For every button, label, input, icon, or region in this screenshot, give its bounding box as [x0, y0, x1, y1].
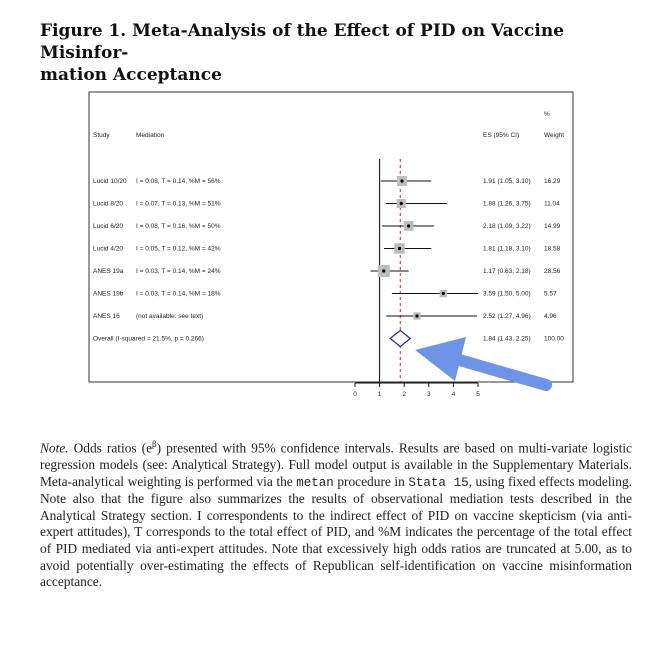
es-ci-text: 1.17 (0.63, 2.18): [483, 268, 531, 275]
es-ci-text: 2.52 (1.27, 4.96): [483, 313, 531, 320]
weight-text: 11.04: [544, 200, 560, 208]
point-estimate: [442, 292, 445, 295]
note-label: Note.: [40, 440, 69, 456]
header-weight: Weight: [544, 132, 565, 139]
study-label: ANES 16: [93, 313, 120, 320]
study-mediation: I = 0.05, T = 0.12, %M = 42%: [136, 245, 221, 253]
weight-text: 4.96: [544, 313, 557, 320]
study-row: [93, 221, 561, 231]
study-row: [93, 312, 557, 320]
figure-note: [40, 436, 632, 591]
x-tick-label: 1: [377, 391, 382, 398]
study-mediation: (not available: see text): [136, 313, 204, 320]
header-study: Study: [93, 132, 110, 139]
study-label: Lucid 8/20: [93, 200, 123, 208]
weight-text: 5.57: [544, 290, 557, 298]
note-text-1: Odds ratios (e: [73, 440, 153, 456]
x-tick-label: 2: [402, 391, 407, 398]
x-tick-label: 0: [353, 391, 357, 398]
header-pct: %: [544, 111, 550, 118]
study-label: Lucid 4/20: [93, 245, 123, 253]
note-code-metan: metan: [296, 475, 334, 490]
arrow-annotation: [415, 337, 546, 385]
study-mediation: I = 0.03, T = 0.14, %M = 18%: [136, 290, 221, 298]
point-estimate: [400, 179, 403, 182]
weight-text: 28.56: [544, 268, 561, 275]
point-estimate: [407, 224, 410, 227]
study-row: [93, 243, 561, 253]
weight-text: 14.99: [544, 223, 561, 230]
weight-text: 16.29: [544, 178, 561, 185]
note-text-4: , using fixed effects modeling. Note also that the figure also summarizes the results of observational mediation tests described in the Analytical Strategy section. I correspondents to the indirect effect of PID on vaccine skepticism (via anti-expert attitudes), T corresponds to the total effect of PID, and %M indicates the percentage of the total effect of PID mediated via anti-expert attitudes. Note that excessively high odds ratios are truncated at 5.00, as to avoid potentially over-estimating the effects of Republican self-identification on vaccine misinformation acceptance.: [40, 473, 632, 590]
point-estimate: [400, 202, 403, 205]
es-ci-text: 1.88 (1.26, 3.75): [483, 200, 531, 208]
study-rows: [93, 176, 564, 347]
header-mediation: Mediation: [136, 132, 165, 139]
study-label: Lucid 6/20: [93, 223, 123, 230]
note-text-3: procedure in: [333, 473, 409, 489]
x-tick-label: 4: [451, 391, 456, 398]
figure-title-line1: Figure 1. Meta-Analysis of the Effect of PID on Vaccine Misinfor-: [40, 21, 565, 63]
header-es: ES (95% CI): [483, 132, 520, 139]
study-label: Lucid 10/20: [93, 178, 127, 185]
overall-diamond: [390, 331, 410, 347]
weight-text: 18.58: [544, 245, 561, 253]
x-axis: [353, 383, 480, 398]
es-ci-text: 2.18 (1.09, 3.22): [483, 223, 531, 230]
study-label: ANES 19b: [93, 290, 124, 298]
study-row: [93, 199, 560, 208]
es-ci-text: 1.91 (1.05, 3.10): [483, 178, 531, 185]
point-estimate: [382, 269, 385, 272]
point-estimate: [415, 314, 418, 317]
figure-title-line2: mation Acceptance: [40, 65, 222, 85]
study-mediation: I = 0.03, T = 0.14, %M = 24%: [136, 268, 221, 275]
overall-weight-text: 100.00: [544, 335, 564, 343]
overall-es-text: 1.84 (1.43, 2.25): [483, 335, 531, 343]
overall-row: [93, 331, 564, 347]
study-mediation: I = 0.07, T = 0.13, %M = 51%: [136, 200, 221, 208]
overall-label: Overall (I-squared = 21.5%, p = 0.266): [93, 335, 204, 343]
x-tick-label: 5: [476, 391, 480, 398]
study-mediation: I = 0.08, T = 0.16, %M = 50%: [136, 223, 221, 230]
point-estimate: [398, 247, 401, 250]
es-ci-text: 3.59 (1.50, 5.00): [483, 290, 531, 298]
study-label: ANES 19a: [93, 268, 124, 275]
note-sup: β: [152, 439, 157, 449]
es-ci-text: 1.81 (1.18, 3.10): [483, 245, 531, 253]
note-code-stata: Stata 15: [408, 475, 469, 490]
study-mediation: I = 0.08, T = 0.14, %M = 56%: [136, 178, 221, 185]
study-row: [93, 265, 561, 277]
arrow-shaft: [456, 359, 546, 385]
study-row: [93, 176, 561, 186]
x-tick-label: 3: [426, 391, 431, 398]
study-row: [93, 290, 557, 298]
note-text-2: ) presented with 95% confidence intervals. Results are based on multi-variate logistic regression models (see: Analytical Strategy). Full model output is available in the Supplementary Materials. Meta-analytical weighting is performed via the: [40, 440, 632, 489]
